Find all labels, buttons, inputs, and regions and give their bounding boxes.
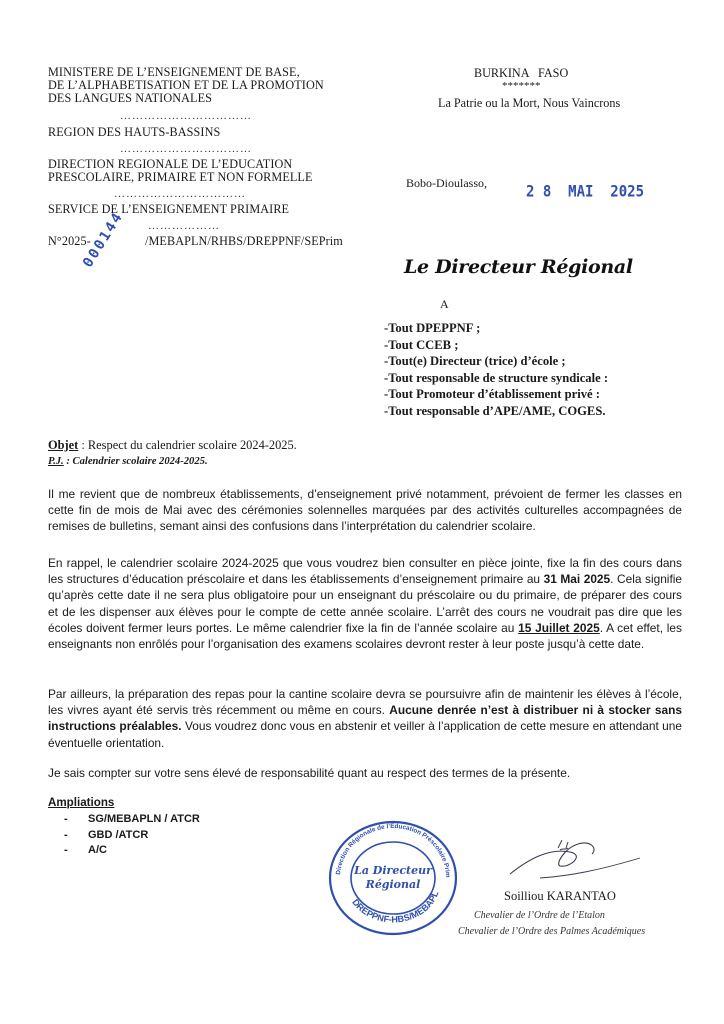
ampliation-item: - GBD /ATCR: [64, 828, 149, 841]
reference-prefix: N°2025-: [48, 234, 91, 248]
recipient-item: -Tout Promoteur d’établissement privé :: [384, 387, 600, 402]
ministry-line-2: DE L’ALPHABETISATION ET DE LA PROMOTION: [48, 78, 324, 92]
attachment-text: : Calendrier scolaire 2024-2025.: [63, 456, 208, 467]
p3-text-c: Vous voudrez donc vous en abstenir et veiller à l’application de cette mesure en attendant une éventuelle orientation.: [48, 719, 682, 750]
separator-dots-3: ……………………………: [114, 188, 246, 200]
date-stamp: 2 8 MAI 2025: [526, 182, 645, 202]
direction-line-2: PRESCOLAIRE, PRIMAIRE ET NON FORMELLE: [48, 170, 313, 184]
regional-direction: [48, 158, 348, 184]
body-paragraph-3: [48, 686, 682, 751]
separator-dots-2: ……………………………: [120, 143, 252, 155]
recipient-item: -Tout CCEB ;: [384, 337, 459, 352]
stamp-ring-top: Direction Régionale de l’Education Préscolaire Prim: [335, 822, 452, 878]
stamp-center-line-2: Régional: [365, 878, 421, 891]
recipient-item: -Tout responsable d’APE/AME, COGES.: [384, 403, 606, 418]
p2-text-a: En rappel, le calendrier scolaire 2024-2025 que vous voudrez bien consulter en pièce jointe, fixe la fin des cours dans les structures d’éducation préscolaire et dans les établissements d’enseignement primaire au: [48, 556, 682, 587]
stamp-ring-bottom: DREPPNF-HBS/MEBAPL: [350, 889, 441, 925]
p3-text-a: Par ailleurs, la préparation des repas pour la cantine scolaire devra se poursuivre afin de maintenir les élèves à l’école, les vivres ayant été servis très récemment ou même en cours.: [48, 687, 682, 718]
honor-line-1: Chevalier de l’Ordre de l’Etalon: [474, 910, 605, 921]
attachment-label: P.J.: [48, 456, 64, 467]
subject-line: [48, 438, 297, 453]
p2-end-of-year-date: 15 Juillet 2025: [518, 620, 600, 635]
separator-dots-4: ………………: [148, 220, 220, 232]
p2-text-c: . Cela signifie qu’après cette date il ne sera plus obligatoire pour un enseignant du préscolaire ou du primaire, de préparer des cours et de les dispenser aux élèves pour le compte de cette année scolaire. L’arrêt des cours ne voudrait pas dire que les écoles doivent fermer leurs portes. Le même calendrier fixe la fin de l’année scolaire au: [48, 572, 683, 635]
body-paragraph-4: Je sais compter sur votre sens élevé de responsabilité quant au respect des termes de la présente.: [48, 766, 571, 780]
ampliations-list: [64, 812, 284, 859]
recipients-list: [384, 320, 704, 420]
country-name: BURKINA FASO: [474, 66, 569, 80]
recipient-item: -Tout responsable de structure syndicale :: [384, 370, 609, 385]
reference-suffix: /MEBAPLN/RHBS/DREPPNF/SEPrim: [145, 234, 343, 248]
handwritten-signature: [500, 818, 650, 888]
direction-line-1: DIRECTION REGIONALE DE L’EDUCATION: [48, 157, 293, 171]
p3-instruction: Aucune denrée n’est à distribuer ni à stocker sans instructions préalables.: [48, 703, 683, 734]
p2-end-of-classes-date: 31 Mai 2025: [543, 572, 611, 587]
service-name: SERVICE DE L’ENSEIGNEMENT PRIMAIRE: [48, 202, 290, 216]
national-motto: La Patrie ou la Mort, Nous Vaincrons: [438, 96, 621, 110]
addressee-marker: A: [440, 297, 449, 311]
subject-text: : Respect du calendrier scolaire 2024-2025.: [78, 438, 297, 452]
official-stamp: [326, 816, 460, 936]
body-paragraph-2: [48, 555, 682, 652]
body-paragraph-1: Il me revient que de nombreux établissements, d’enseignement privé notamment, prévoient de fermer les classes en cette fin de mois de Mai avec des cérémonies solennelles marquées par des activités culturelles accompagnées de remises de bulletins, semant ainsi des confusions dans l’interprétation du calendrier scolaire.: [48, 487, 682, 534]
country-stars: *******: [502, 80, 541, 92]
region-name: REGION DES HAUTS-BASSINS: [48, 125, 221, 139]
signature-graphic: [500, 818, 650, 888]
place-name: Bobo-Dioulasso,: [406, 176, 487, 190]
sender-title: Le Directeur Régional: [404, 256, 633, 278]
p2-text-e: . A cet effet, les enseignants non enrôlés pour l’organisation des examens scolaires devront rester à leur poste jusqu’à cette date.: [48, 620, 682, 652]
recipient-item: -Tout(e) Directeur (trice) d’école ;: [384, 354, 566, 369]
stamp-graphic: [326, 816, 460, 936]
ministry-header: [48, 66, 348, 105]
recipient-item: -Tout DPEPPNF ;: [384, 321, 481, 335]
ampliation-item: - SG/MEBAPLN / ATCR: [64, 813, 200, 825]
stamp-center-line-1: La Directeur: [354, 864, 432, 877]
ampliation-item: - A/C: [64, 844, 107, 856]
separator-dots-1: ……………………………: [120, 110, 252, 122]
ampliations-title: Ampliations: [48, 796, 115, 809]
honor-line-2: Chevalier de l’Ordre des Palmes Académiques: [458, 926, 646, 937]
ministry-line-1: MINISTERE DE L’ENSEIGNEMENT DE BASE,: [48, 65, 300, 79]
ministry-line-3: DES LANGUES NATIONALES: [48, 91, 213, 105]
reference-number: 000144: [80, 208, 127, 271]
attachment-line: [48, 456, 208, 467]
signatory-name: Soilliou KARANTAO: [504, 889, 616, 903]
subject-label: Objet: [48, 438, 79, 452]
